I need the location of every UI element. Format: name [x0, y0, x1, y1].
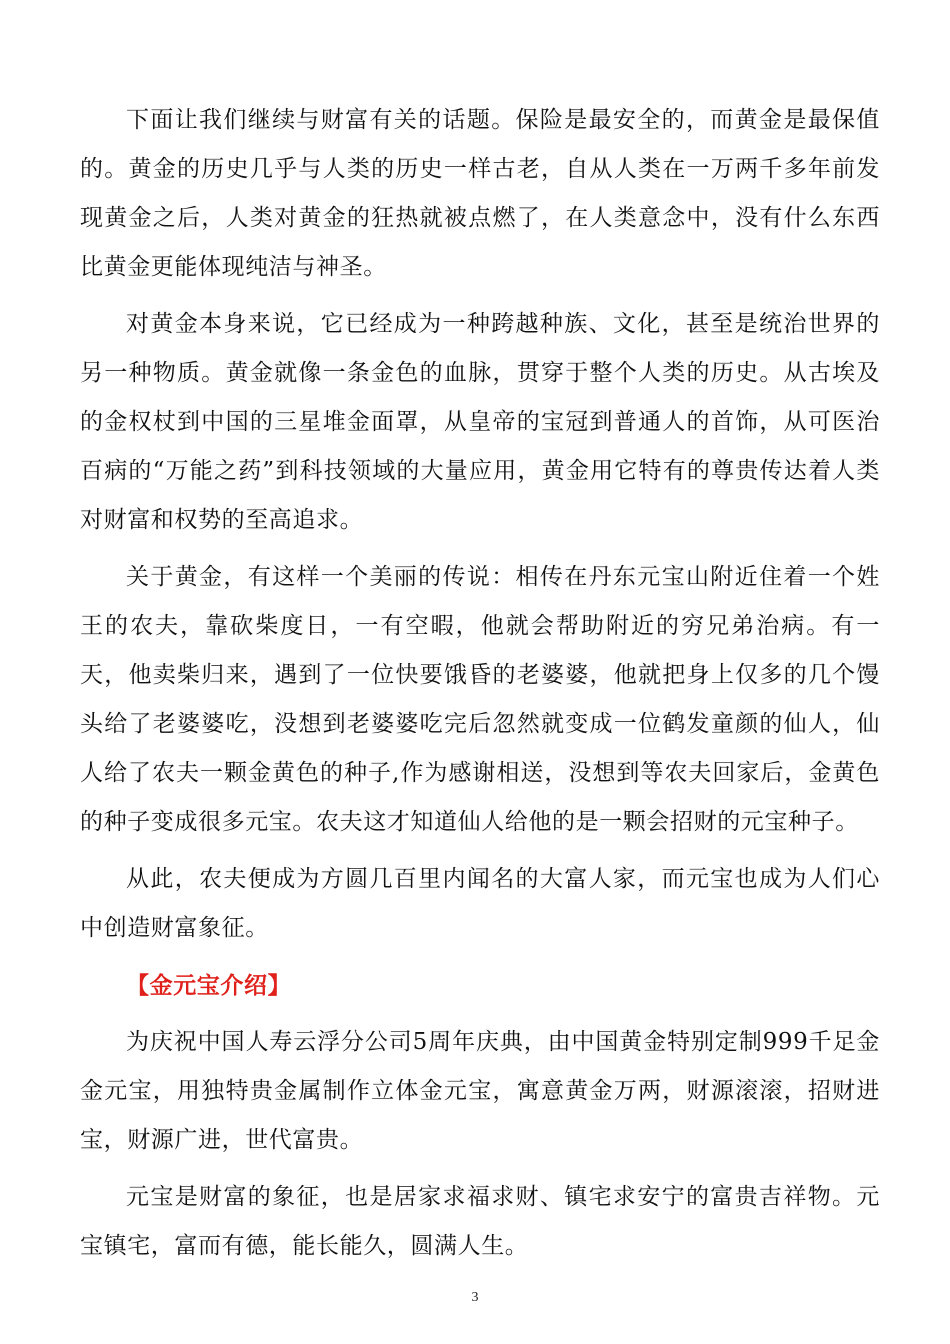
paragraph-legend-ending: 从此，农夫便成为方圆几百里内闻名的大富人家，而元宝也成为人们心中创造财富象征。 [80, 866, 880, 941]
paragraph-gold-history: 对黄金本身来说，它已经成为一种跨越种族、文化，甚至是统治世界的另一种物质。黄金就像一条金色的血脉，贯穿于整个人类的历史。从古埃及的金权杖到中国的三星堆金面罩，从皇帝的宝冠到普通人的首饰，从可医治百病的“万能之药”到科技领域的大量应用，黄金用它特有的尊贵传达着人类对财富和权势的至高追求。 [80, 311, 880, 533]
paragraph-wealth-topic: 下面让我们继续与财富有关的话题。保险是最安全的，而黄金是最保值的。黄金的历史几乎与人类的历史一样古老，自从人类在一万两千多年前发现黄金之后，人类对黄金的狂热就被点燃了，在人类意念中，没有什么东西比黄金更能体现纯洁与神圣。 [80, 107, 880, 280]
body-text [80, 96, 880, 1279]
paragraph-legend: 关于黄金，有这样一个美丽的传说：相传在丹东元宝山附近住着一个姓王的农夫，靠砍柴度日，一有空暇，他就会帮助附近的穷兄弟治病。有一天，他卖柴归来，遇到了一位快要饿昏的老婆婆，他就把身上仅多的几个馒头给了老婆婆吃，没想到老婆婆吃完后忽然就变成一位鹤发童颜的仙人，仙人给了农夫一颗金黄色的种子,作为感谢相送，没想到等农夫回家后，金黄色的种子变成很多元宝。农夫这才知道仙人给他的是一颗会招财的元宝种子。 [80, 564, 880, 835]
paragraph-ingot-symbolism: 元宝是财富的象征，也是居家求福求财、镇宅求安宁的富贵吉祥物。元宝镇宅，富而有德，能长能久，圆满人生。 [80, 1184, 880, 1259]
paragraph-gold-ingot-intro: 为庆祝中国人寿云浮分公司5周年庆典，由中国黄金特别定制999千足金金元宝，用独特贵金属制作立体金元宝，寓意黄金万两，财源滚滚，招财进宝，财源广进，世代富贵。 [80, 1029, 880, 1153]
section-heading: 【金元宝介绍】 [126, 972, 292, 999]
page-number: 3 [471, 1290, 479, 1305]
